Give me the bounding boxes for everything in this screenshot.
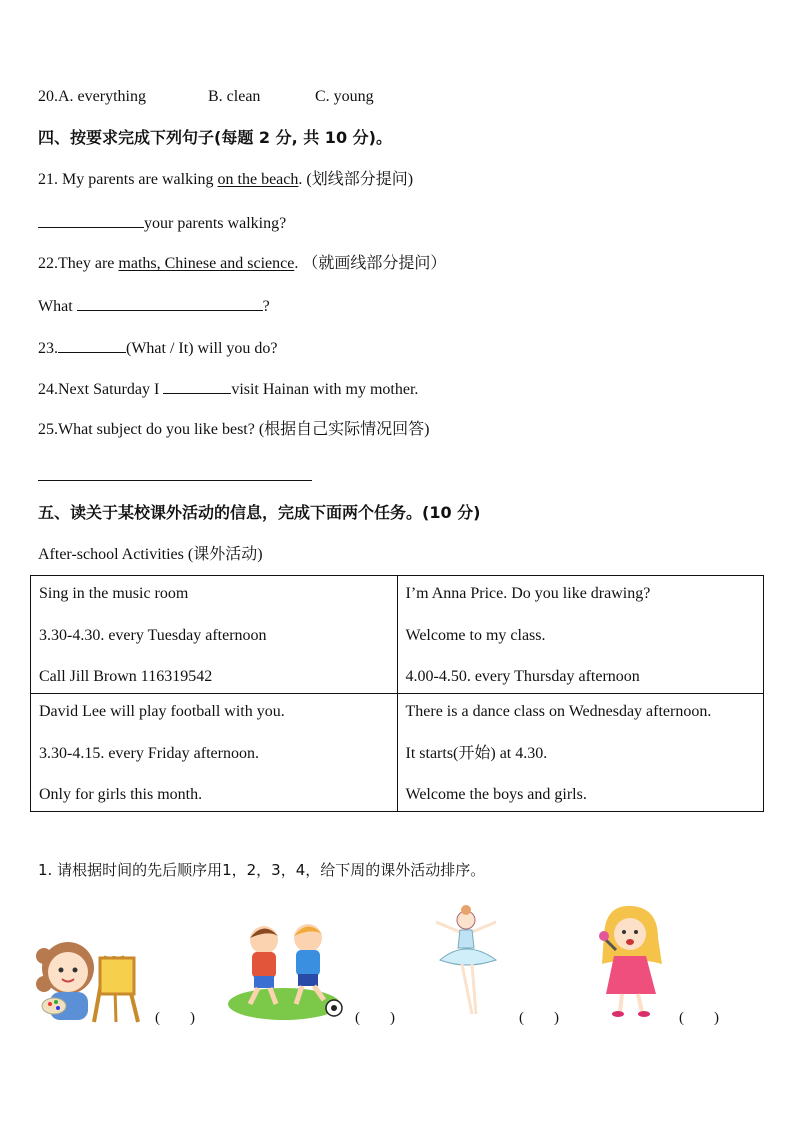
q20-number: 20. xyxy=(38,88,58,105)
q21-instruction: . (划线部分提问) xyxy=(298,171,414,188)
cell-line: Welcome the boys and girls. xyxy=(405,786,587,803)
q22-instruction: . （就画线部分提问） xyxy=(294,255,447,272)
table-cell xyxy=(31,694,398,812)
q22-text: 22.They are xyxy=(38,255,119,272)
cell-line: 4.00-4.50. every Thursday afternoon xyxy=(405,668,640,685)
q23-blank[interactable] xyxy=(58,337,126,353)
cell-line: 3.30-4.15. every Friday afternoon. xyxy=(39,744,259,762)
table-cell xyxy=(397,576,764,694)
q22-answer-line xyxy=(38,295,270,317)
cell-line: Only for girls this month. xyxy=(39,786,203,803)
q22-answer-head: What xyxy=(38,298,77,315)
q21-answer-tail: your parents walking? xyxy=(144,215,287,232)
painting-girl-icon xyxy=(34,926,146,1026)
q20-option-a: A. everything xyxy=(58,88,146,105)
q21-underlined: on the beach xyxy=(217,171,299,188)
table-row xyxy=(31,576,764,694)
cell-line: 3.30-4.30. every Tuesday afternoon xyxy=(39,626,267,644)
picture-1-answer[interactable]: ( ) xyxy=(155,1010,195,1026)
question-23 xyxy=(38,337,278,359)
q24-tail: visit Hainan with my mother. xyxy=(231,381,419,398)
section-4-heading: 四、按要求完成下列句子(每题 2 分, 共 10 分)。 xyxy=(38,128,392,147)
q20-option-c: C. young xyxy=(315,88,374,105)
activity-pictures xyxy=(0,898,794,1028)
task-1-instruction: 1. 请根据时间的先后顺序用1，2，3，4，给下周的课外活动排序。 xyxy=(38,861,486,879)
cell-line: David Lee will play football with you. xyxy=(39,703,285,720)
q20-option-b: B. clean xyxy=(208,88,261,105)
table-cell xyxy=(397,694,764,812)
cell-line: Sing in the music room xyxy=(39,585,189,602)
picture-3-answer[interactable]: ( ) xyxy=(519,1010,559,1026)
q24-text: 24.Next Saturday I xyxy=(38,381,164,398)
q24-blank[interactable] xyxy=(163,378,231,394)
table-row xyxy=(31,694,764,812)
picture-4-answer[interactable]: ( ) xyxy=(679,1010,719,1026)
section-5-heading: 五、读关于某校课外活动的信息，完成下面两个任务。(10 分) xyxy=(38,503,481,522)
question-25: 25.What subject do you like best? (根据自己实际情况回答) xyxy=(38,421,430,438)
question-21 xyxy=(38,170,413,190)
cell-line: I’m Anna Price. Do you like drawing? xyxy=(405,585,651,602)
football-boys-icon xyxy=(228,918,348,1022)
question-20 xyxy=(38,87,374,107)
cell-line: Welcome to my class. xyxy=(405,626,546,644)
section-5-subtitle: After-school Activities (课外活动) xyxy=(38,546,263,563)
q25-answer-blank[interactable] xyxy=(38,480,312,481)
q21-text: 21. My parents are walking xyxy=(38,171,218,188)
singing-girl-icon xyxy=(592,904,672,1020)
table-cell xyxy=(31,576,398,694)
question-24 xyxy=(38,378,418,400)
q23-text: (What / It) will you do? xyxy=(126,340,278,357)
cell-line: Call Jill Brown 116319542 xyxy=(39,668,213,685)
q21-answer-blank[interactable] xyxy=(38,212,144,228)
q21-answer-line xyxy=(38,212,286,234)
picture-2-answer[interactable]: ( ) xyxy=(355,1010,395,1026)
q22-underlined: maths, Chinese and science xyxy=(118,255,295,272)
activities-table xyxy=(30,575,764,812)
ballet-dancer-icon xyxy=(432,902,512,1022)
cell-line: It starts(开始) at 4.30. xyxy=(405,744,548,762)
cell-line: There is a dance class on Wednesday afternoon. xyxy=(405,703,712,720)
q23-number: 23. xyxy=(38,340,58,357)
question-22 xyxy=(38,254,446,274)
q22-answer-tail: ? xyxy=(262,298,270,315)
q22-answer-blank[interactable] xyxy=(77,295,263,311)
